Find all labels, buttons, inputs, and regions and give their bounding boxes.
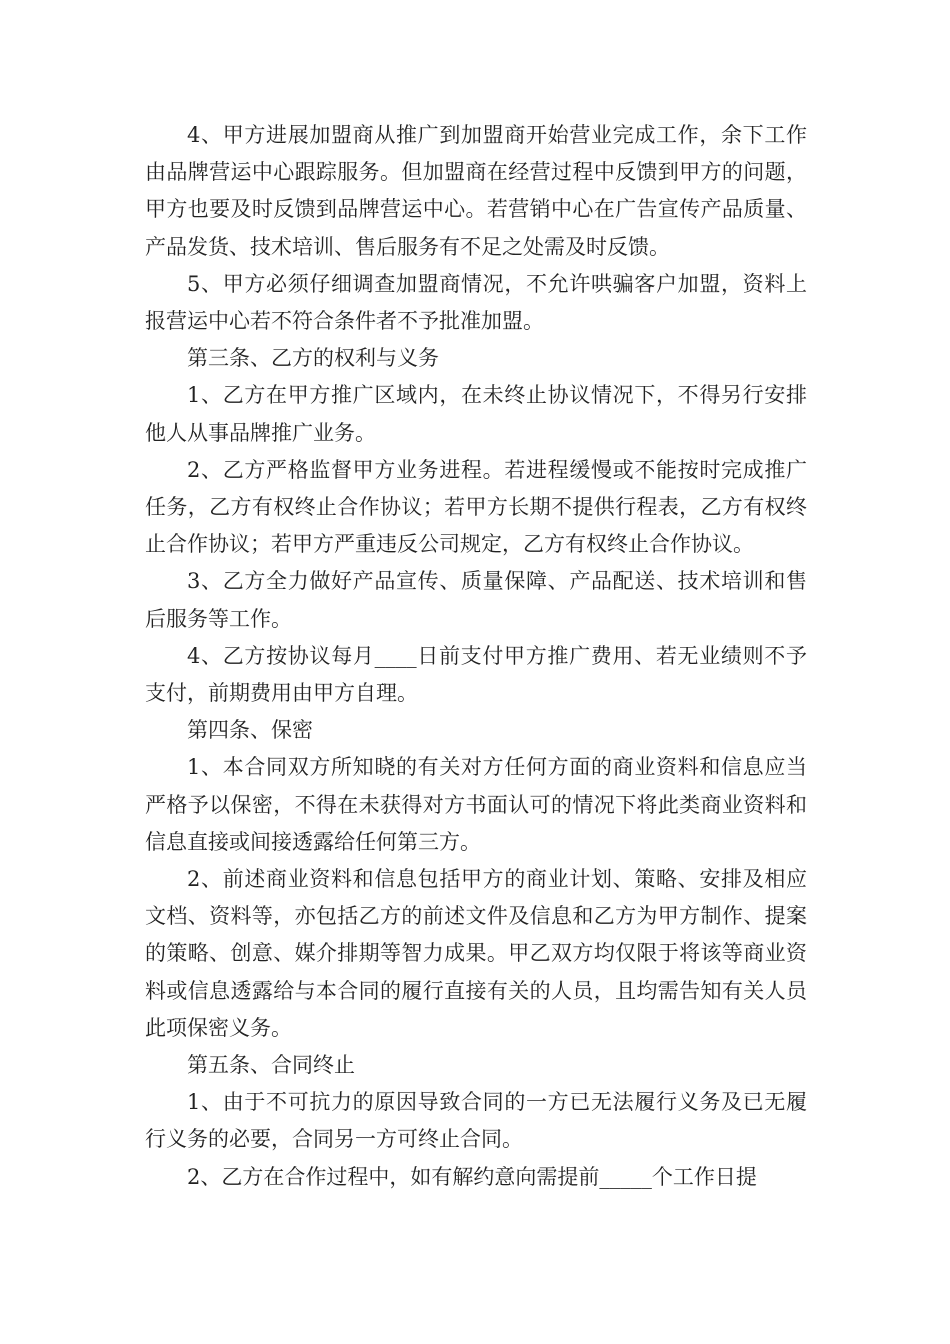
paragraph-3-2: 2、乙方严格监督甲方业务进程。若进程缓慢或不能按时完成推广任务，乙方有权终止合作协议；若甲方长期不提供行程表，乙方有权终止合作协议；若甲方严重违反公司规定，乙方有权终止合作协议。 (145, 457, 807, 557)
paragraph-2-4: 4、甲方进展加盟商从推广到加盟商开始营业完成工作，余下工作由品牌营运中心跟踪服务。但加盟商在经营过程中反馈到甲方的问题，甲方也要及时反馈到品牌营运中心。若营销中心在广告宣传产品质量、产品发货、技术培训、售后服务有不足之处需及时反馈。 (145, 123, 807, 259)
paragraph-5-1: 1、由于不可抗力的原因导致合同的一方已无法履行义务及已无履行义务的必要，合同另一方可终止合同。 (145, 1090, 807, 1152)
paragraph-3-1: 1、乙方在甲方推广区域内，在未终止协议情况下，不得另行安排他人从事品牌推广业务。 (145, 383, 807, 445)
paragraph-3-3: 3、乙方全力做好产品宣传、质量保障、产品配送、技术培训和售后服务等工作。 (145, 569, 807, 631)
section-heading-article-4: 第四条、保密 (187, 718, 313, 743)
section-heading-article-3: 第三条、乙方的权利与义务 (187, 346, 439, 371)
paragraph-4-1: 1、本合同双方所知晓的有关对方任何方面的商业资料和信息应当严格予以保密，不得在未获得对方书面认可的情况下将此类商业资料和信息直接或间接透露给任何第三方。 (145, 755, 807, 854)
paragraph-3-4: 4、乙方按协议每月____日前支付甲方推广费用、若无业绩则不予支付，前期费用由甲方自理。 (145, 643, 807, 706)
document-body (145, 117, 807, 1196)
paragraph-2-5: 5、甲方必须仔细调查加盟商情况，不允许哄骗客户加盟，资料上报营运中心若不符合条件者不予批准加盟。 (145, 271, 807, 334)
paragraph-5-2: 2、乙方在合作过程中，如有解约意向需提前_____个工作日提 (187, 1164, 757, 1189)
section-heading-article-5: 第五条、合同终止 (187, 1053, 355, 1078)
paragraph-4-2: 2、前述商业资料和信息包括甲方的商业计划、策略、安排及相应文档、资料等，亦包括乙方的前述文件及信息和乙方为甲方制作、提案的策略、创意、媒介排期等智力成果。甲乙双方均仅限于将该等商业资料或信息透露给与本合同的履行直接有关的人员，且均需告知有关人员此项保密义务。 (145, 867, 807, 1040)
